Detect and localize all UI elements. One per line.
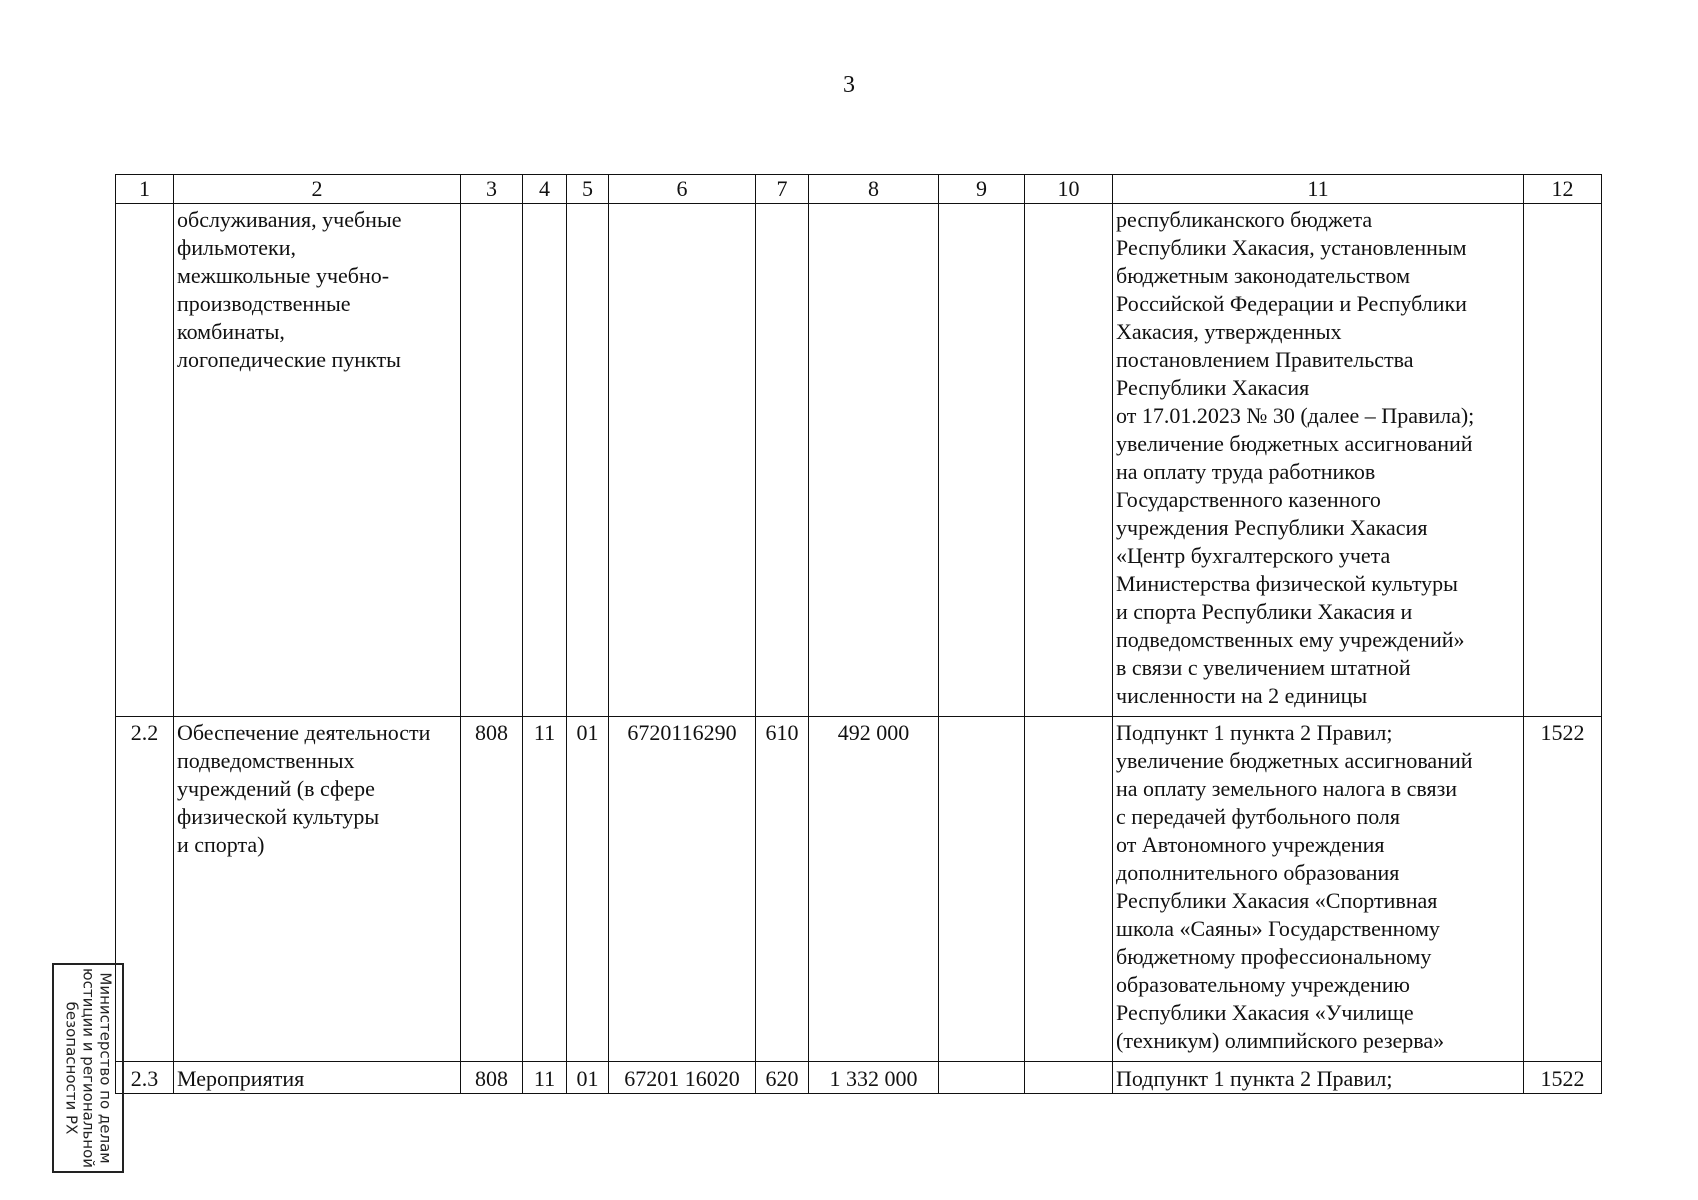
text-line: Республики Хакасия [1116,375,1310,400]
text-line: физической культуры [177,804,380,829]
amount-cell: 492 000 [809,717,939,1062]
text-line: бюджетному профессиональному [1116,944,1432,969]
col9-cell [939,717,1025,1062]
row-number-cell: 2.3 [116,1062,174,1094]
text-line: Хакасия, утвержденных [1116,319,1342,344]
ministry-code-cell [461,204,523,717]
table-header-row [116,175,1602,204]
col-header-6: 6 [609,175,756,204]
text-line: подведомственных ему учреждений» [1116,627,1465,652]
target-article-cell [609,204,756,717]
section-cell [523,204,567,717]
text-line: от Автономного учреждения [1116,832,1385,857]
text-line: Российской Федерации и Республики [1116,291,1467,316]
subsection-cell: 01 [567,717,609,1062]
basis-cell [1113,204,1524,717]
text-line: Государственного казенного [1116,487,1381,512]
target-article-cell: 6720116290 [609,717,756,1062]
col12-cell: 1522 [1524,1062,1602,1094]
text-line: «Центр бухгалтерского учета [1116,543,1391,568]
text-line: фильмотеки, [177,235,297,260]
col-header-5: 5 [567,175,609,204]
row-name-cell [174,1062,461,1094]
text-line: бюджетным законодательством [1116,263,1411,288]
text-line: дополнительного образования [1116,860,1400,885]
text-line: Министерство по делам [96,972,115,1164]
col-header-9: 9 [939,175,1025,204]
expense-type-cell: 610 [756,717,809,1062]
col12-cell: 1522 [1524,717,1602,1062]
text-line: юстиции и региональной [79,967,98,1169]
ministry-code-cell: 808 [461,717,523,1062]
text-line: увеличение бюджетных ассигнований [1116,431,1473,456]
amount-cell: 1 332 000 [809,1062,939,1094]
col-header-4: 4 [523,175,567,204]
row-name-cell [174,204,461,717]
col-header-8: 8 [809,175,939,204]
text-line: республиканского бюджета [1116,207,1373,232]
col10-cell [1025,1062,1113,1094]
row-name-cell [174,717,461,1062]
text-line: и спорта Республики Хакасия и [1116,599,1413,624]
text-line: Мероприятия [177,1066,305,1091]
subsection-cell [567,204,609,717]
expense-type-cell [756,204,809,717]
target-article-cell: 67201 16020 [609,1062,756,1094]
text-line: обслуживания, учебные [177,207,402,232]
page-number: 3 [843,72,855,98]
text-line: Республики Хакасия, установленным [1116,235,1467,260]
budget-table [115,174,1602,1094]
text-line: Министерства физической культуры [1116,571,1458,596]
expense-type-cell: 620 [756,1062,809,1094]
basis-cell [1113,1062,1524,1094]
text-line: от 17.01.2023 № 30 (далее – Правила); [1116,403,1475,428]
row-number-cell: 2.2 [116,717,174,1062]
text-line: образовательному учреждению [1116,972,1410,997]
col-header-2: 2 [174,175,461,204]
col-header-7: 7 [756,175,809,204]
col9-cell [939,204,1025,717]
text-line: Подпункт 1 пункта 2 Правил; [1116,1066,1393,1091]
registration-stamp [52,963,124,1173]
text-line: Подпункт 1 пункта 2 Правил; [1116,720,1393,745]
text-line: учреждения Республики Хакасия [1116,515,1428,540]
text-line: межшкольные учебно- [177,263,390,288]
text-line: школа «Саяны» Государственному [1116,916,1440,941]
text-line: на оплату земельного налога в связи [1116,776,1458,801]
section-cell: 11 [523,1062,567,1094]
text-line: Республики Хакасия «Спортивная [1116,888,1438,913]
stamp-text [63,963,114,1173]
col10-cell [1025,204,1113,717]
table-row [116,1062,1602,1094]
text-line: учреждений (в сфере [177,776,375,801]
text-line: и спорта) [177,832,265,857]
text-line: Обеспечение деятельности [177,720,431,745]
text-line: постановлением Правительства [1116,347,1414,372]
text-line: на оплату труда работников [1116,459,1376,484]
text-line: безопасности РХ [62,1001,81,1135]
col10-cell [1025,717,1113,1062]
col12-cell [1524,204,1602,717]
col-header-11: 11 [1113,175,1524,204]
col-header-12: 12 [1524,175,1602,204]
text-line: численности на 2 единицы [1116,683,1368,708]
amount-cell [809,204,939,717]
basis-cell [1113,717,1524,1062]
text-line: комбинаты, [177,319,285,344]
table-row [116,204,1602,717]
section-cell: 11 [523,717,567,1062]
subsection-cell: 01 [567,1062,609,1094]
text-line: логопедические пункты [177,347,401,372]
text-line: Республики Хакасия «Училище [1116,1000,1414,1025]
col-header-10: 10 [1025,175,1113,204]
text-line: (техникум) олимпийского резерва» [1116,1028,1445,1053]
text-line: с передачей футбольного поля [1116,804,1401,829]
ministry-code-cell: 808 [461,1062,523,1094]
text-line: подведомственных [177,748,355,773]
col9-cell [939,1062,1025,1094]
col-header-1: 1 [116,175,174,204]
text-line: производственные [177,291,351,316]
row-number-cell [116,204,174,717]
col-header-3: 3 [461,175,523,204]
text-line: увеличение бюджетных ассигнований [1116,748,1473,773]
text-line: в связи с увеличением штатной [1116,655,1411,680]
table-row [116,717,1602,1062]
